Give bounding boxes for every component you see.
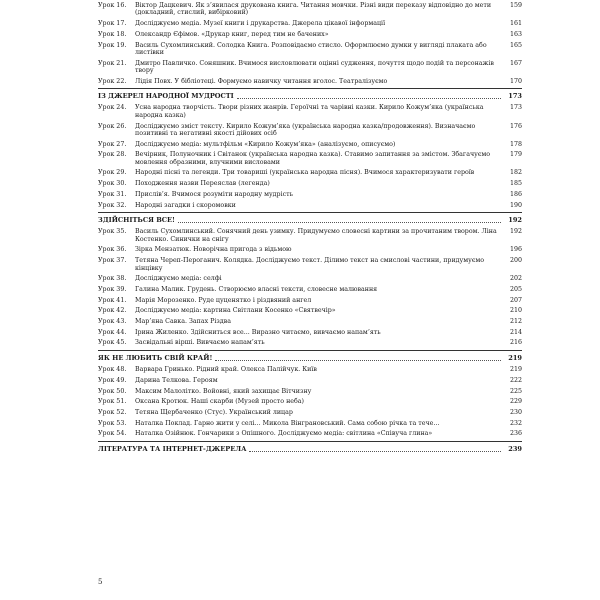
lesson-number: Урок 48. xyxy=(98,366,127,374)
toc-entry xyxy=(98,191,522,198)
lesson-number: Урок 22. xyxy=(98,77,127,85)
section-page-number: 239 xyxy=(508,445,522,454)
lesson-title: Засвідальні вірші. Вивчаємо напам’ять xyxy=(135,339,265,347)
lesson-page-number: 212 xyxy=(509,318,522,326)
lesson-number: Урок 24. xyxy=(98,104,127,112)
toc-entry xyxy=(98,31,522,38)
lesson-title: Оксана Кротюк. Наші скарби (Музей просто неба) xyxy=(135,398,304,406)
lesson-title: Віктор Дацкевич. Як з’явилася друкована книга. Читання мовчки. Різні види переказу відповідно до мети (докладний, стислий, вибірковий) xyxy=(135,2,492,17)
lesson-page-number: 196 xyxy=(509,246,522,254)
lesson-page-number: 165 xyxy=(509,41,522,49)
lesson-title: Мар’яна Савка. Запах Різдва xyxy=(135,318,232,326)
toc-entry xyxy=(98,42,522,57)
lesson-page-number: 159 xyxy=(509,2,522,9)
lesson-number: Урок 51. xyxy=(98,398,127,406)
lesson-number: Урок 17. xyxy=(98,20,127,28)
lesson-page-number: 186 xyxy=(509,190,522,198)
lesson-number: Урок 19. xyxy=(98,41,127,49)
leader-dots xyxy=(249,446,501,452)
section-title: ЗДІЙСНІТЬСЯ ВСЕ! xyxy=(98,216,175,225)
lesson-page-number: 176 xyxy=(509,122,522,130)
lesson-title: Тетяна Череп-Пероганич. Колядка. Досліджуємо текст. Ділимо текст на смислові частини, придумуємо кінцівку xyxy=(135,257,485,272)
lesson-number: Урок 31. xyxy=(98,190,127,198)
lesson-number: Урок 28. xyxy=(98,151,127,159)
toc-entry xyxy=(98,123,522,138)
toc-entry xyxy=(98,339,522,346)
lesson-page-number: 163 xyxy=(509,30,522,38)
lesson-number: Урок 44. xyxy=(98,328,127,336)
toc-entry xyxy=(98,60,522,75)
lesson-number: Урок 50. xyxy=(98,387,127,395)
lesson-page-number: 236 xyxy=(509,430,522,438)
toc-entry xyxy=(98,398,522,405)
toc-entry xyxy=(98,409,522,416)
section-title: ІЗ ДЖЕРЕЛ НАРОДНОЇ МУДРОСТІ xyxy=(98,92,234,101)
lesson-page-number: 190 xyxy=(509,201,522,209)
lesson-title: Досліджуємо медіа: картина Світлани Косенко «Святвечір» xyxy=(135,307,336,315)
lesson-number: Урок 39. xyxy=(98,285,127,293)
lesson-title: Тетяна Щербаченко (Стус). Український лицар xyxy=(135,408,293,416)
lesson-number: Урок 18. xyxy=(98,30,127,38)
lesson-title: Василь Сухомлинський. Сонячний день узимку. Придумуємо словесні картини за прочитаним твором. Ліна Костенко. Синички на снігу xyxy=(135,228,497,243)
lesson-page-number: 222 xyxy=(509,376,522,384)
leader-dots xyxy=(178,217,501,223)
toc-entry xyxy=(98,430,522,437)
lesson-page-number: 229 xyxy=(509,398,522,406)
lesson-page-number: 216 xyxy=(509,339,522,347)
section-heading xyxy=(98,88,522,100)
lesson-title: Варвара Гринько. Рідний край. Олекса Палійчук. Київ xyxy=(135,366,317,374)
toc-entry xyxy=(98,307,522,314)
lesson-number: Урок 53. xyxy=(98,419,127,427)
lesson-page-number: 192 xyxy=(509,228,522,236)
lesson-number: Урок 16. xyxy=(98,2,127,9)
lesson-page-number: 178 xyxy=(509,140,522,148)
section-page-number: 192 xyxy=(508,216,522,225)
lesson-number: Урок 21. xyxy=(98,59,127,67)
lesson-number: Урок 43. xyxy=(98,318,127,326)
toc-entry xyxy=(98,141,522,148)
lesson-title: Народні пісні та легенди. Три товариші (українська народна пісня). Вчимося характеризувати героїв xyxy=(135,169,475,177)
section-title: ЯК НЕ ЛЮБИТЬ СВІЙ КРАЙ! xyxy=(98,354,213,363)
lesson-title: Дмитро Павличко. Соняшник. Вчимося висловлювати оцінні судження, почуття щодо подій та персонажів твору xyxy=(135,59,494,75)
lesson-number: Урок 38. xyxy=(98,275,127,283)
lesson-page-number: 161 xyxy=(509,20,522,28)
toc-entry xyxy=(98,202,522,209)
lesson-number: Урок 32. xyxy=(98,201,127,209)
lesson-title: Наталка Озійнюк. Гончарики з Опішного. Досліджуємо медіа: світлина «Співуча глина» xyxy=(135,430,433,438)
section-title: ЛІТЕРАТУРА ТА ІНТЕРНЕТ-ДЖЕРЕЛА xyxy=(98,445,247,454)
toc-entry xyxy=(98,297,522,304)
lesson-number: Урок 42. xyxy=(98,307,127,315)
lesson-title: Походження назви Переяслав (легенда) xyxy=(135,180,270,188)
lesson-title: Досліджуємо медіа: мультфільм «Кирило Кожум’яка» (аналізуємо, описуємо) xyxy=(135,140,396,148)
lesson-title: Василь Сухомлинський. Солодка Книга. Розповідаємо стисло. Оформлюємо думки у вигляді плаката або листівки xyxy=(135,41,487,56)
leader-dots xyxy=(237,93,501,99)
lesson-number: Урок 29. xyxy=(98,169,127,177)
lesson-title: Олександр Єфімов. «Друкар книг, перед тим не бачених» xyxy=(135,30,329,38)
lesson-title: Галина Малик. Грудень. Створюємо власні тексти, словесне малювання xyxy=(135,285,378,293)
lesson-page-number: 185 xyxy=(509,180,522,188)
lesson-title: Усна народна творчість. Твори різних жанрів. Героїчні та чарівні казки. Кирило Кожум’яка (українська народна казка) xyxy=(135,104,484,119)
lesson-page-number: 182 xyxy=(509,169,522,177)
toc-entry xyxy=(98,257,522,272)
toc-entry xyxy=(98,20,522,27)
toc-entry xyxy=(98,2,522,17)
lesson-title: Зірка Мензатюк. Новорічна пригода з відьмою xyxy=(135,246,292,254)
lesson-title: Досліджуємо медіа: селфі xyxy=(135,275,222,283)
lesson-number: Урок 45. xyxy=(98,339,127,347)
lesson-page-number: 173 xyxy=(509,104,522,112)
toc-entry xyxy=(98,169,522,176)
toc-entry xyxy=(98,246,522,253)
section-heading xyxy=(98,350,522,362)
lesson-page-number: 170 xyxy=(509,77,522,85)
section-heading xyxy=(98,212,522,224)
lesson-page-number: 210 xyxy=(509,307,522,315)
lesson-page-number: 207 xyxy=(509,296,522,304)
lesson-title: Лідія Повх. У бібліотеці. Формуємо навичку читання вголос. Театралізуємо xyxy=(135,77,388,85)
leader-dots xyxy=(215,355,501,361)
lesson-page-number: 200 xyxy=(509,257,522,265)
toc-entry xyxy=(98,318,522,325)
section-page-number: 219 xyxy=(508,354,522,363)
lesson-page-number: 232 xyxy=(509,419,522,427)
toc-entry xyxy=(98,388,522,395)
section-heading xyxy=(98,441,522,453)
lesson-title: Досліджуємо зміст тексту. Кирило Кожум’яка (українська народна казка/продовження). Визначаємо позитивні та негативні якості дійових осіб xyxy=(135,122,476,137)
lesson-title: Вечірник, Полуночник і Світанок (українська народна казка). Ставимо запитання за змістом. Збагачуємо мовлення образними, влучними висловами xyxy=(135,151,491,166)
lesson-title: Марія Морозенко. Руде цуценятко і різдвяний ангел xyxy=(135,296,312,304)
toc-entry xyxy=(98,366,522,373)
lesson-title: Прислів’я. Вчимося розуміти народну мудрість xyxy=(135,190,294,198)
lesson-title: Наталка Поклад. Гарно жити у селі... Микола Вінграновський. Сама собою річка та тече... xyxy=(135,419,440,427)
toc-entry xyxy=(98,420,522,427)
table-of-contents xyxy=(98,0,522,457)
lesson-number: Урок 52. xyxy=(98,408,127,416)
toc-entry xyxy=(98,228,522,243)
lesson-number: Урок 41. xyxy=(98,296,127,304)
toc-entry xyxy=(98,151,522,166)
lesson-title: Максим Малолітко. Войовні, який захищає Вітчизну xyxy=(135,387,312,395)
lesson-page-number: 214 xyxy=(509,328,522,336)
lesson-number: Урок 36. xyxy=(98,246,127,254)
lesson-number: Урок 37. xyxy=(98,257,127,265)
toc-entry xyxy=(98,78,522,85)
lesson-number: Урок 27. xyxy=(98,140,127,148)
footer-page-number: 5 xyxy=(98,578,103,586)
section-page-number: 173 xyxy=(508,92,522,101)
toc-entry xyxy=(98,180,522,187)
lesson-title: Народні загадки і скоромовки xyxy=(135,201,236,209)
lesson-title: Досліджуємо медіа. Музеї книги і друкарства. Джерела цікавої інформації xyxy=(135,20,386,28)
toc-entry xyxy=(98,104,522,119)
lesson-number: Урок 54. xyxy=(98,430,127,438)
lesson-page-number: 205 xyxy=(509,285,522,293)
toc-entry xyxy=(98,329,522,336)
lesson-page-number: 167 xyxy=(509,59,522,67)
lesson-title: Дарина Телкова. Героям xyxy=(135,376,218,384)
toc-entry xyxy=(98,377,522,384)
lesson-page-number: 179 xyxy=(509,151,522,159)
lesson-number: Урок 30. xyxy=(98,180,127,188)
toc-entry xyxy=(98,286,522,293)
lesson-page-number: 202 xyxy=(509,275,522,283)
lesson-page-number: 225 xyxy=(509,387,522,395)
lesson-number: Урок 26. xyxy=(98,122,127,130)
lesson-number: Урок 49. xyxy=(98,376,127,384)
lesson-number: Урок 35. xyxy=(98,228,127,236)
toc-entry xyxy=(98,275,522,282)
lesson-title: Ірина Жиленко. Здійсниться все... Виразно читаємо, вивчаємо напам’ять xyxy=(135,328,381,336)
lesson-page-number: 219 xyxy=(509,366,522,374)
lesson-page-number: 230 xyxy=(509,408,522,416)
